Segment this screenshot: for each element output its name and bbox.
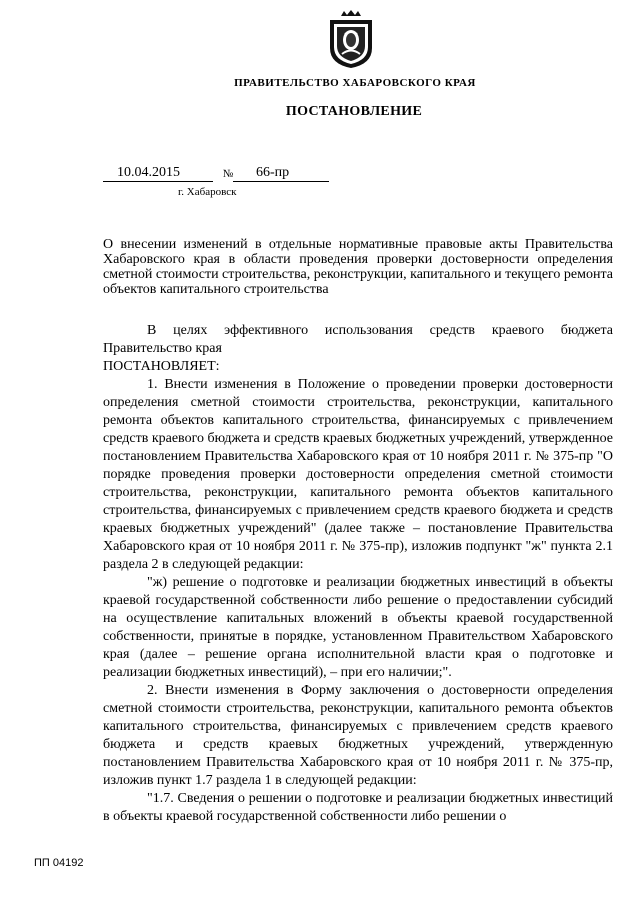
document-body [103, 322, 613, 826]
document-subject: О внесении изменений в отдельные нормативные правовые акты Правительства Хабаровского края в области проведения проверки достоверности определения сметной стоимости строительства, реконструкции, капитального и текущего ремонта объектов капитального строительства [103, 237, 613, 297]
coat-of-arms-emblem [326, 10, 376, 70]
government-title: ПРАВИТЕЛЬСТВО ХАБАРОВСКОГО КРАЯ [234, 77, 476, 89]
item-1-paragraph: 1. Внести изменения в Положение о проведении проверки достоверности определения сметной стоимости строительства, реконструкции, капитального ремонта объектов капитального строительства, финансируемых с привлечением средств краевого бюджета и средств краевых бюджетных учреждений, утвержденное постановлением Правительства Хабаровского края от 10 ноября 2011 г. № 375-пр "О порядке проведения проверки достоверности определения сметной стоимости строительства, реконструкции, капитального ремонта объектов капитального строительства, финансируемых с привлечением средств краевого бюджета и средств краевых бюджетных учреждений" (далее также – постановление Правительства Хабаровского края от 10 ноября 2011 г. № 375-пр), изложив подпункт "ж" пункта 2.1 раздела 2 в следующей редакции: [103, 377, 613, 572]
item-2-quote-paragraph: "1.7. Сведения о решении о подготовке и реализации бюджетных инвестиций в объекты краевой государственной собственности либо решении о [103, 791, 613, 824]
item-1-quote-paragraph: "ж) решение о подготовке и реализации бюджетных инвестиций в объекты краевой государственной собственности либо решение о предоставлении субсидий на осуществление капитальных вложений в объекты краевой государственной собственности, принятые в порядке, установленном Правительством Хабаровского края (далее – решение органа исполнительной власти края о подготовке и реализации бюджетных инвестиций), – при его наличии;". [103, 575, 613, 680]
intro-paragraph: В целях эффективного использования средств краевого бюджета Правительство края [103, 323, 613, 356]
date-number-line [0, 165, 640, 187]
number-sign: № [222, 168, 234, 180]
footer-document-code: ПП 04192 [34, 857, 84, 869]
decree-word: ПОСТАНОВЛЯЕТ: [103, 359, 220, 374]
document-type-title: ПОСТАНОВЛЕНИЕ [285, 104, 423, 119]
item-2-paragraph: 2. Внести изменения в Форму заключения о достоверности определения сметной стоимости строительства, реконструкции, капитального ремонта объектов капитального строительства, финансируемых с привлечением средств краевого бюджета и средств краевых бюджетных учреждений, утвержденную постановлением Правительства Хабаровского края от 10 ноября 2011 г. № 375-пр, изложив пункт 1.7 раздела 1 в следующей редакции: [103, 683, 613, 788]
document-number: 66-пр [233, 165, 329, 182]
document-date: 10.04.2015 [103, 165, 213, 182]
document-city: г. Хабаровск [178, 186, 237, 198]
